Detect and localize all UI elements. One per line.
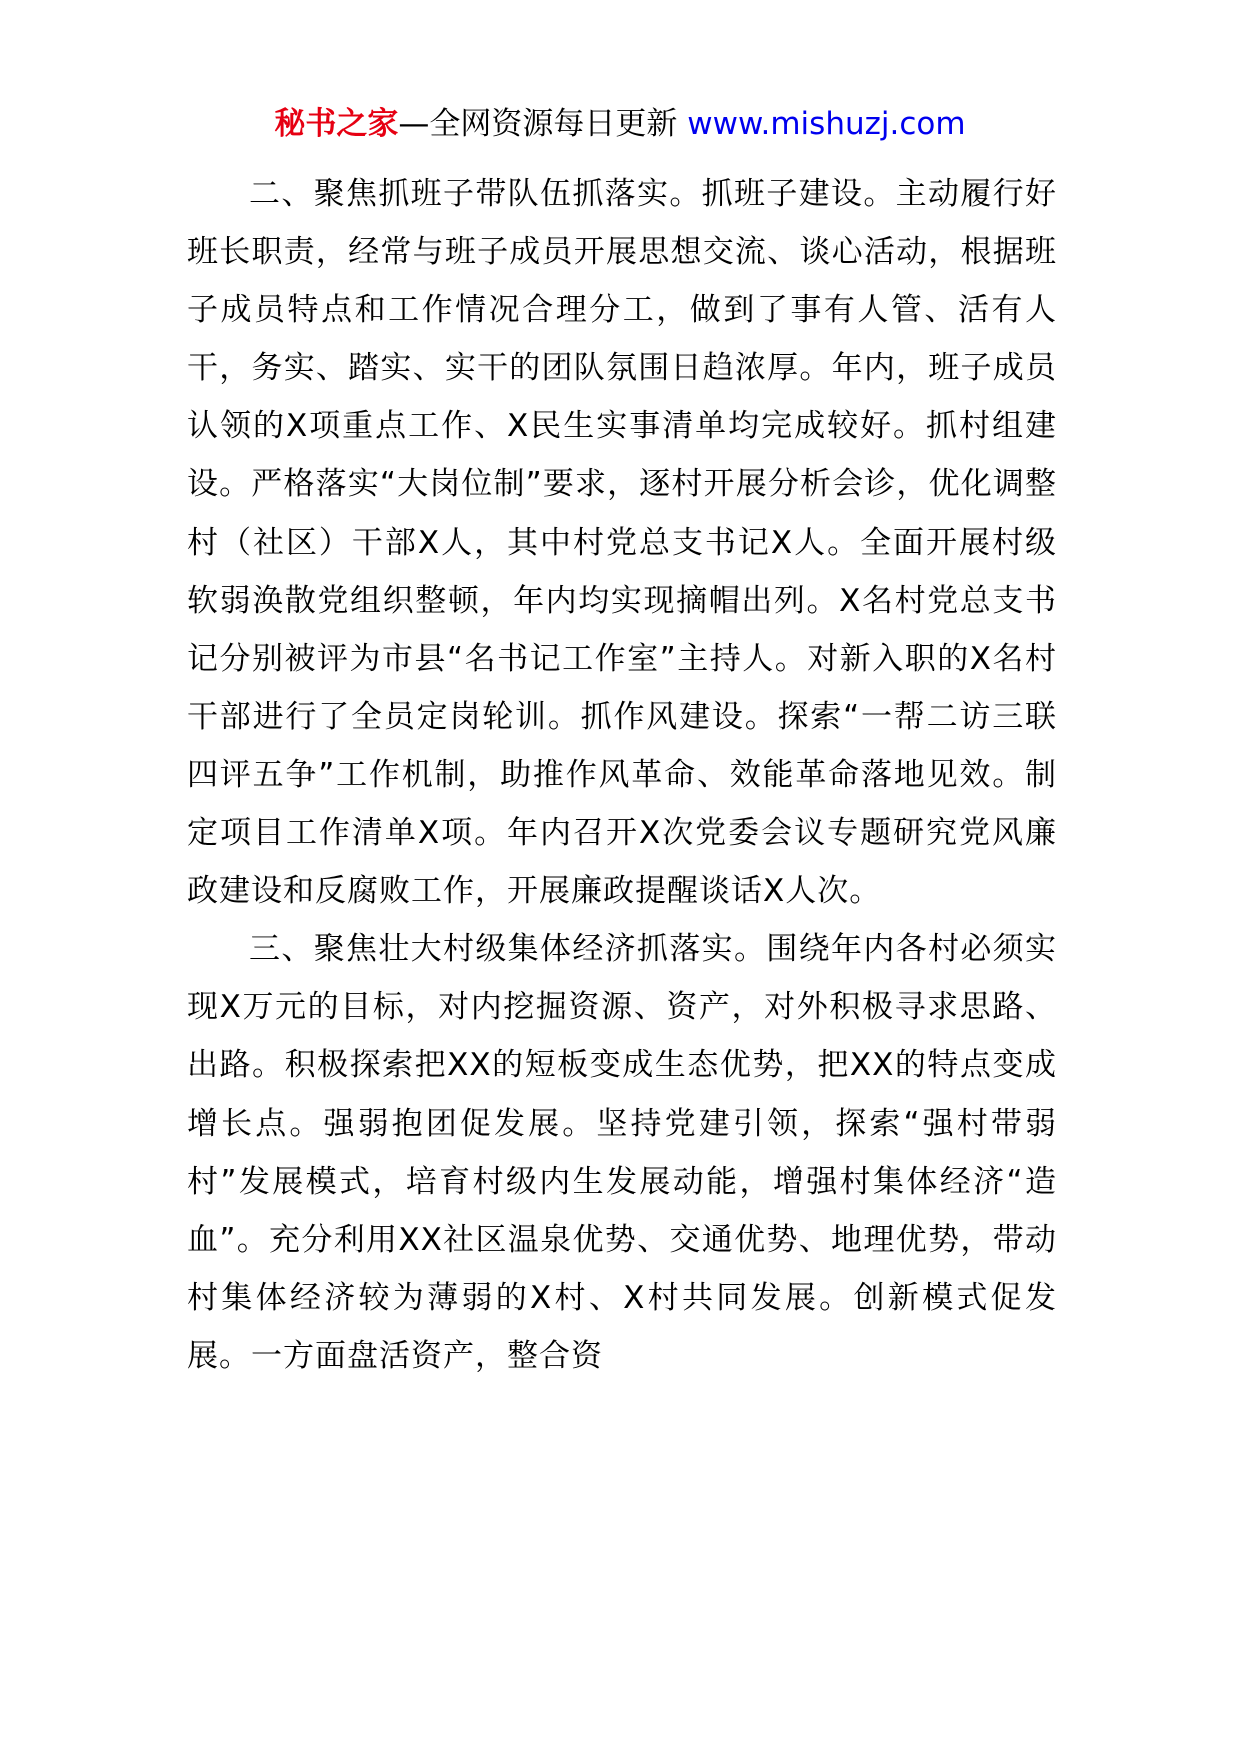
paragraph-section-two: 二、聚焦抓班子带队伍抓落实。抓班子建设。主动履行好班长职责，经常与班子成员开展思想交流、谈心活动，根据班子成员特点和工作情况合理分工，做到了事有人管、活有人干，务实、踏实、实干的团队氛围日趋浓厚。年内，班子成员认领的X项重点工作、X民生实事清单均完成较好。抓村组建设。严格落实“大岗位制”要求，逐村开展分析会诊，优化调整村（社区）干部X人，其中村党总支书记X人。全面开展村级软弱涣散党组织整顿，年内均实现摘帽出列。X名村党总支书记分别被评为市县“名书记工作室”主持人。对新入职的X名村干部进行了全员定岗轮训。抓作风建设。探索“一帮二访三联四评五争”工作机制，助推作风革命、效能革命落地见效。制定项目工作清单X项。年内召开X次党委会议专题研究党风廉政建设和反腐败工作，开展廉政提醒谈话X人次。 <box>187 176 1057 910</box>
brand-name: 秘书之家 <box>274 106 399 142</box>
document-body <box>187 165 1057 1385</box>
paragraph-section-three: 三、聚焦壮大村级集体经济抓落实。围绕年内各村必须实现X万元的目标，对内挖掘资源、资产，对外积极寻求思路、出路。积极探索把XX的短板变成生态优势，把XX的特点变成增长点。强弱抱团促发展。坚持党建引领，探索“强村带弱村”发展模式，培育村级内生发展动能，增强村集体经济“造血”。充分利用XX社区温泉优势、交通优势、地理优势，带动村集体经济较为薄弱的X村、X村共同发展。创新模式促发展。一方面盘活资产，整合资 <box>187 931 1057 1374</box>
banner-tagline: —全网资源每日更新 <box>398 106 678 142</box>
site-banner <box>0 100 1240 148</box>
site-url-link[interactable]: www.mishuzj.com <box>687 106 966 142</box>
